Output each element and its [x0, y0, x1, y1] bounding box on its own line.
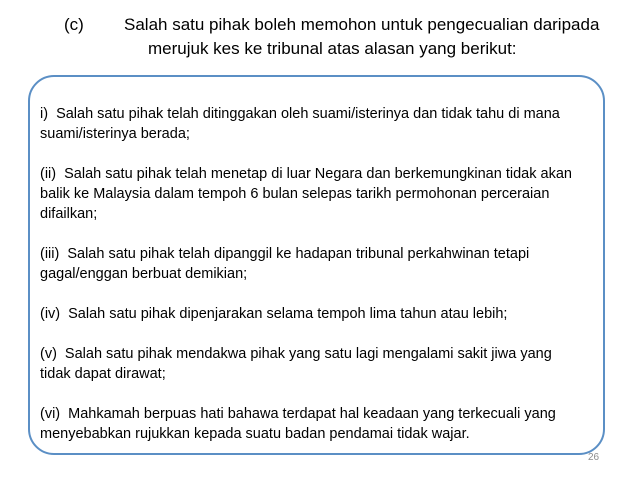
item-text: menyebabkan rujukkan kepada suatu badan pendamai tidak wajar.: [40, 426, 470, 442]
item-marker: (iii): [40, 246, 60, 262]
section-marker: (c): [64, 15, 84, 34]
list-item-i: [40, 104, 595, 144]
grounds-list: [40, 104, 595, 464]
item-marker: (vi): [40, 406, 61, 422]
item-text: Salah satu pihak telah menetap di luar Negara dan berkemungkinan tidak akan: [64, 166, 572, 182]
list-item-iii: [40, 244, 595, 284]
page-number: 26: [588, 452, 600, 463]
heading-line-2: merujuk kes ke tribunal atas alasan yang berikut:: [148, 39, 517, 58]
item-text: Salah satu pihak telah ditinggakan oleh suami/isterinya dan tidak tahu di mana: [56, 106, 560, 122]
item-text: Salah satu pihak mendakwa pihak yang satu lagi mengalami sakit jiwa yang: [64, 346, 552, 362]
heading-line-1: Salah satu pihak boleh memohon untuk pengecualian daripada: [124, 15, 600, 34]
item-text: Salah satu pihak dipenjarakan selama tempoh lima tahun atau lebih;: [68, 306, 508, 322]
item-text: tidak dapat dirawat;: [40, 366, 166, 382]
item-marker: (ii): [40, 166, 57, 182]
item-text: difailkan;: [40, 206, 98, 222]
list-item-iv: [40, 304, 595, 324]
item-marker: i): [40, 106, 49, 122]
item-text: suami/isterinya berada;: [40, 126, 190, 142]
item-marker: (v): [40, 346, 57, 362]
list-item-v: [40, 344, 595, 384]
list-item-vi: [40, 404, 595, 444]
item-text: Salah satu pihak telah dipanggil ke hadapan tribunal perkahwinan tetapi: [67, 246, 530, 262]
item-text: Mahkamah berpuas hati bahawa terdapat hal keadaan yang terkecuali yang: [68, 406, 556, 422]
item-marker: (iv): [40, 306, 61, 322]
item-text: balik ke Malaysia dalam tempoh 6 bulan selepas tarikh permohonan perceraian: [40, 186, 550, 202]
list-item-ii: [40, 164, 595, 224]
item-text: gagal/enggan berbuat demikian;: [40, 266, 248, 282]
